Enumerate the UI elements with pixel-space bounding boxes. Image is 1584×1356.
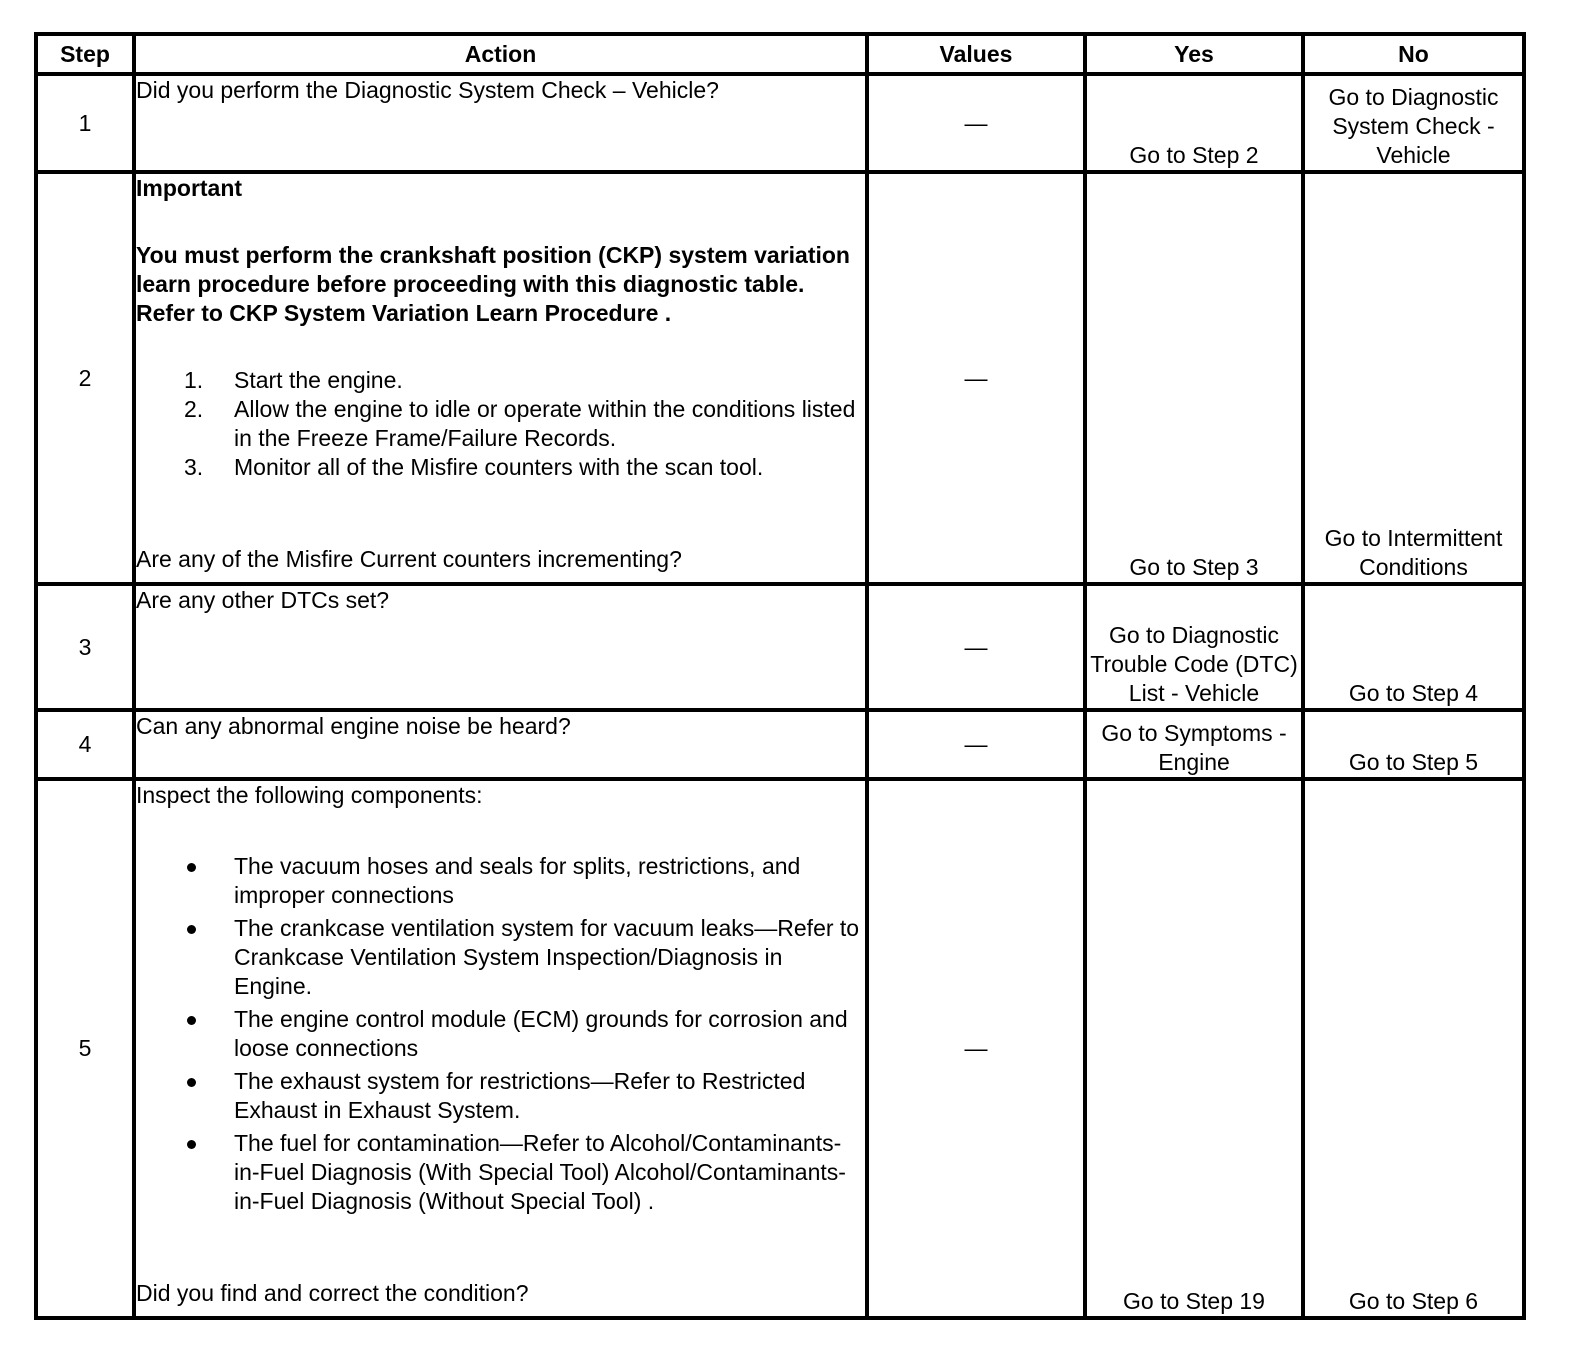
header-yes: Yes xyxy=(1085,34,1303,74)
no-cell: Go to Intermittent Conditions xyxy=(1303,172,1524,584)
step-number: 4 xyxy=(36,710,134,779)
header-action: Action xyxy=(134,34,867,74)
action-body xyxy=(136,781,865,1220)
table-row-step-3 xyxy=(36,584,1524,710)
no-cell: Go to Step 5 xyxy=(1303,710,1524,779)
procedure-item xyxy=(136,395,865,453)
inspect-intro: Inspect the following components: xyxy=(136,782,483,808)
action-question: Are any of the Misfire Current counters incrementing? xyxy=(136,546,682,572)
procedure-number: 3. xyxy=(184,454,204,480)
step-number: 3 xyxy=(36,584,134,710)
bullet-icon xyxy=(187,1016,196,1025)
list-item xyxy=(136,852,865,910)
bullet-icon xyxy=(187,863,196,872)
list-item-text: The exhaust system for restrictions—Refer to Restricted Exhaust in Exhaust System. xyxy=(234,1068,806,1123)
values-cell: — xyxy=(867,710,1085,779)
bullet-icon xyxy=(187,1078,196,1087)
action-cell: Are any other DTCs set? xyxy=(134,584,867,710)
procedure-item xyxy=(136,453,865,482)
action-content xyxy=(136,781,865,1308)
list-item xyxy=(136,914,865,1001)
step-number: 5 xyxy=(36,779,134,1318)
step-number: 2 xyxy=(36,172,134,584)
list-item-text: The vacuum hoses and seals for splits, restrictions, and improper connections xyxy=(234,853,801,908)
procedure-text: Allow the engine to idle or operate within the conditions listed in the Freeze Frame/Failure Records. xyxy=(234,396,856,451)
action-cell xyxy=(134,172,867,584)
table-row-step-2 xyxy=(36,172,1524,584)
list-item-text: The crankcase ventilation system for vacuum leaks—Refer to Crankcase Ventilation System Inspection/Diagnosis in Engine. xyxy=(234,915,860,999)
action-body xyxy=(136,174,865,482)
list-item xyxy=(136,1005,865,1063)
procedure-list xyxy=(136,366,865,482)
procedure-text: Monitor all of the Misfire counters with the scan tool. xyxy=(234,454,764,480)
table-row-step-4 xyxy=(36,710,1524,779)
important-title: Important xyxy=(136,175,243,201)
list-item xyxy=(136,1129,865,1216)
step-number: 1 xyxy=(36,74,134,172)
header-row xyxy=(36,34,1524,74)
yes-cell: Go to Symptoms - Engine xyxy=(1085,710,1303,779)
values-cell: — xyxy=(867,779,1085,1318)
procedure-text: Start the engine. xyxy=(234,367,403,393)
list-item xyxy=(136,1067,865,1125)
action-cell: Can any abnormal engine noise be heard? xyxy=(134,710,867,779)
values-cell: — xyxy=(867,74,1085,172)
action-cell: Did you perform the Diagnostic System Check – Vehicle? xyxy=(134,74,867,172)
values-cell: — xyxy=(867,172,1085,584)
bullet-icon xyxy=(187,925,196,934)
table-row-step-5 xyxy=(36,779,1524,1318)
action-question: Did you find and correct the condition? xyxy=(136,1280,529,1306)
table-row-step-1 xyxy=(36,74,1524,172)
no-cell: Go to Step 4 xyxy=(1303,584,1524,710)
procedure-item xyxy=(136,366,865,395)
component-list xyxy=(136,852,865,1216)
no-cell: Go to Step 6 xyxy=(1303,779,1524,1318)
diagnostic-table xyxy=(34,32,1526,1320)
yes-cell: Go to Step 3 xyxy=(1085,172,1303,584)
header-no: No xyxy=(1303,34,1524,74)
header-values: Values xyxy=(867,34,1085,74)
yes-cell: Go to Diagnostic Trouble Code (DTC) List - Vehicle xyxy=(1085,584,1303,710)
list-item-text: The engine control module (ECM) grounds for corrosion and loose connections xyxy=(234,1006,848,1061)
procedure-number: 1. xyxy=(184,367,204,393)
bullet-icon xyxy=(187,1140,196,1149)
header-step: Step xyxy=(36,34,134,74)
no-cell: Go to Diagnostic System Check - Vehicle xyxy=(1303,74,1524,172)
list-item-text: The fuel for contamination—Refer to Alcohol/Contaminants-in-Fuel Diagnosis (With Special Tool) Alcohol/Contaminants-in-Fuel Diagnosis (Without Special Tool) . xyxy=(234,1130,846,1214)
yes-cell: Go to Step 2 xyxy=(1085,74,1303,172)
action-cell xyxy=(134,779,867,1318)
values-cell: — xyxy=(867,584,1085,710)
important-note: You must perform the crankshaft position (CKP) system variation learn procedure before proceeding with this diagnostic table. Refer to CKP System Variation Learn Procedure . xyxy=(136,242,850,326)
yes-cell: Go to Step 19 xyxy=(1085,779,1303,1318)
procedure-number: 2. xyxy=(184,396,204,422)
action-content xyxy=(136,174,865,574)
